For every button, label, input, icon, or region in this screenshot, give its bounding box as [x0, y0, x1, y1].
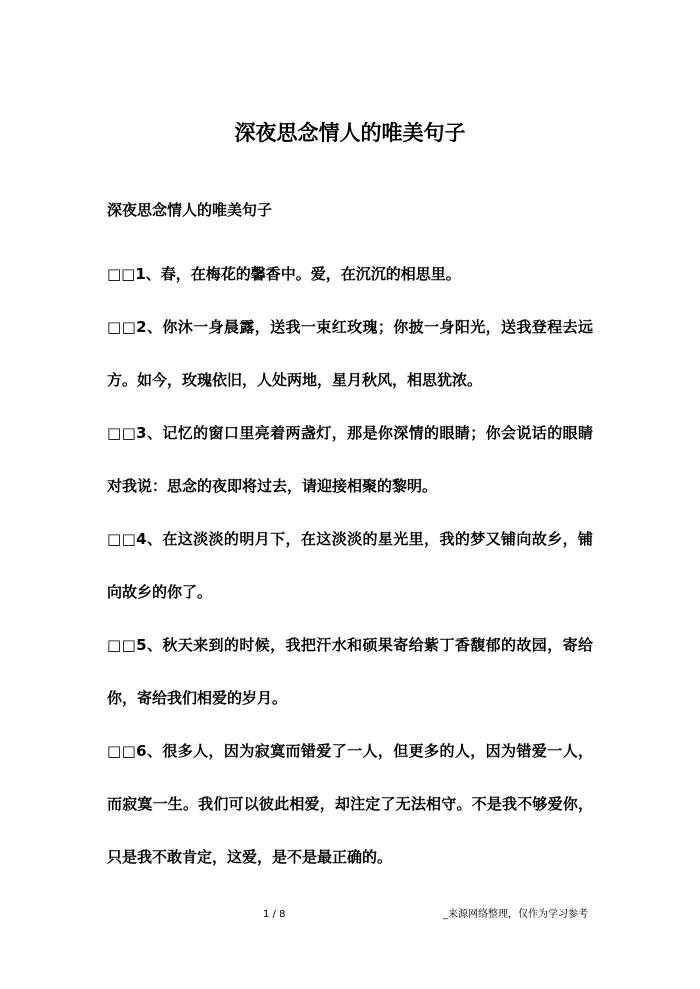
source-note: _来源网络整理，仅作为学习参考 — [443, 909, 588, 920]
section-heading: 深夜思念情人的唯美句子 — [107, 201, 273, 219]
paragraph-5: □□5、秋天来到的时候，我把汗水和硕果寄给紫丁香馥郁的故园，寄给你，寄给我们相爱的岁月。 — [107, 636, 593, 707]
paragraph-1: □□1、春，在梅花的馨香中。爱，在沉沉的相思里。 — [107, 265, 461, 283]
page-number: 1 / 8 — [263, 909, 286, 920]
document-body — [107, 192, 593, 884]
document-title: 深夜思念情人的唯美句子 — [234, 121, 466, 145]
paragraph-4: □□4、在这淡淡的明月下，在这淡淡的星光里，我的梦又铺向故乡，铺向故乡的你了。 — [107, 530, 593, 601]
paragraph-6: □□6、很多人，因为寂寞而错爱了一人，但更多的人，因为错爱一人，而寂寞一生。我们可以彼此相爱，却注定了无法相守。不是我不够爱你，只是我不敢肯定，这爱，是不是最正确的。 — [107, 742, 593, 866]
paragraph-3: □□3、记忆的窗口里亮着两盏灯，那是你深情的眼睛；你会说话的眼睛对我说：思念的夜即将过去，请迎接相聚的黎明。 — [107, 424, 593, 495]
paragraph-2: □□2、你沐一身晨露，送我一束红玫瑰；你披一身阳光，送我登程去远方。如今，玫瑰依旧，人处两地，星月秋风，相思犹浓。 — [107, 318, 593, 389]
